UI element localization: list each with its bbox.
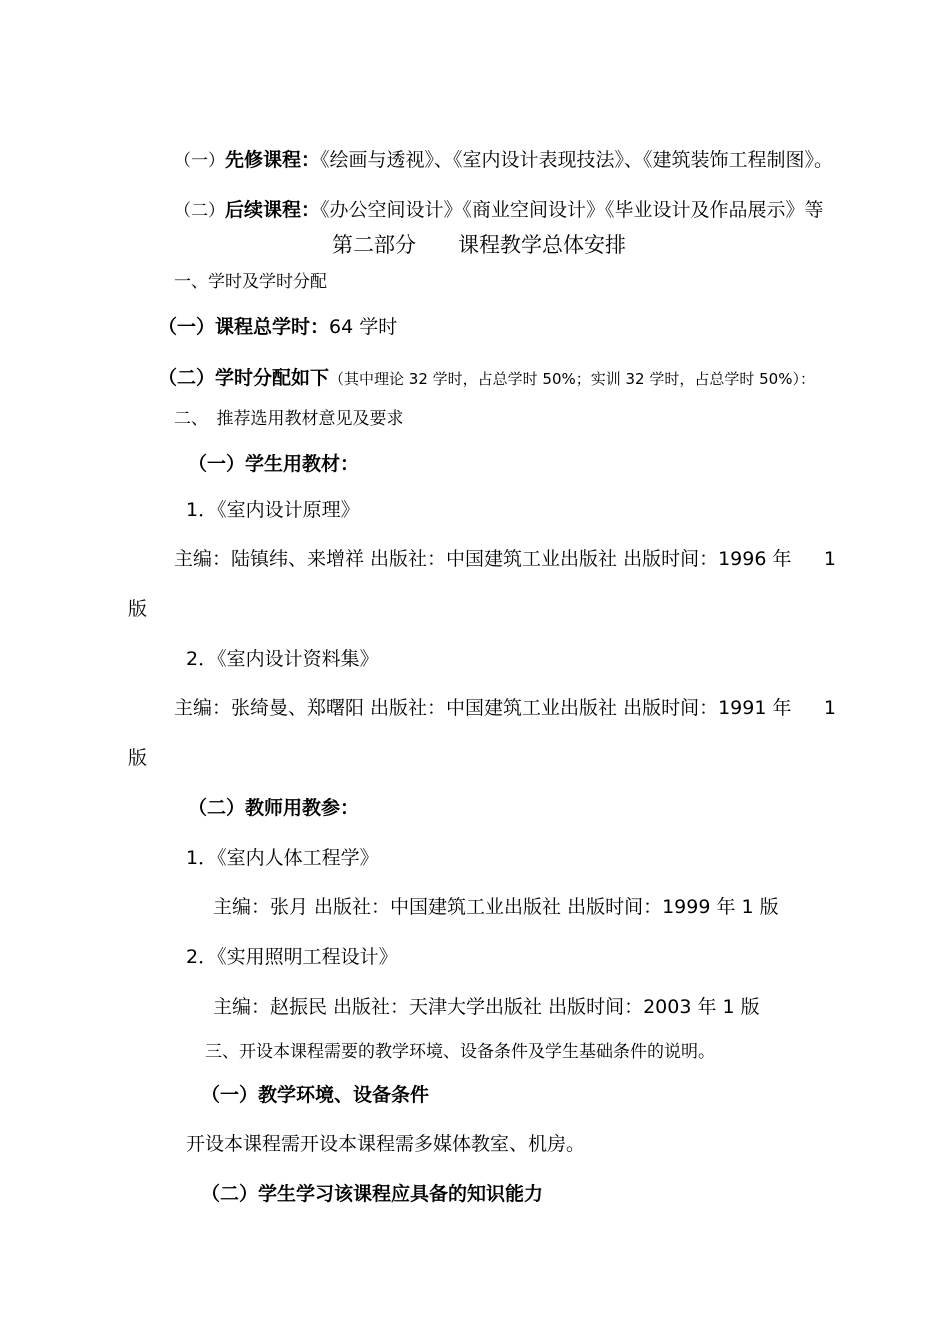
part-title: 第二部分 课程教学总体安排 <box>332 233 626 257</box>
book2-info <box>174 696 836 720</box>
knowledge-heading: （二）学生学习该课程应具备的知识能力 <box>201 1183 544 1205</box>
followup-line <box>174 198 824 223</box>
student-materials-heading: （一）学生用教材： <box>188 453 360 475</box>
prereq-line <box>174 148 833 173</box>
followup-marker: （二） <box>174 201 225 221</box>
environment-heading: （一）教学环境、设备条件 <box>201 1084 430 1106</box>
ref1-title: 1．《室内人体工程学》 <box>186 847 379 869</box>
ref2-info: 主编：赵振民 出版社：天津大学出版社 出版时间：2003 年 1 版 <box>213 996 760 1018</box>
environment-text: 开设本课程需开设本课程需多媒体教室、机房。 <box>186 1133 586 1155</box>
hours-distribution-line <box>158 366 815 391</box>
book1-info-main: 主编：陆镇纬、来增祥 出版社：中国建筑工业出版社 出版时间：1996 年 <box>174 548 792 570</box>
ref1-info: 主编：张月 出版社：中国建筑工业出版社 出版时间：1999 年 1 版 <box>213 896 779 918</box>
hours-distribution-label: （二）学时分配如下 <box>158 367 330 389</box>
ref2-title: 2．《实用照明工程设计》 <box>186 946 398 968</box>
teacher-materials-heading: （二）教师用教参： <box>188 797 360 819</box>
followup-label: 后续课程： <box>225 199 321 221</box>
book1-title: 1．《室内设计原理》 <box>186 499 360 521</box>
book2-info-main: 主编：张绮曼、郑曙阳 出版社：中国建筑工业出版社 出版时间：1991 年 <box>174 697 792 719</box>
total-hours-line <box>158 315 397 339</box>
section2-heading: 二、 推荐选用教材意见及要求 <box>174 409 404 429</box>
book2-info-edition: 1 <box>823 697 836 719</box>
prereq-text: 《绘画与透视》、《室内设计表现技法》、《建筑装饰工程制图》。 <box>320 149 834 171</box>
prereq-marker: （一） <box>174 151 225 171</box>
total-hours-value: 64 学时 <box>329 316 398 338</box>
book2-title: 2．《室内设计资料集》 <box>186 648 379 670</box>
section3-heading: 三、开设本课程需要的教学环境、设备条件及学生基础条件的说明。 <box>205 1042 715 1062</box>
followup-text: 《办公空间设计》《商业空间设计》《毕业设计及作品展示》等 <box>320 199 824 221</box>
total-hours-label: （一）课程总学时： <box>158 316 330 338</box>
book1-info-cont: 版 <box>128 598 148 620</box>
book2-info-cont: 版 <box>128 747 148 769</box>
section1-heading: 一、学时及学时分配 <box>174 272 327 292</box>
book1-info-edition: 1 <box>823 548 836 570</box>
prereq-label: 先修课程： <box>225 149 321 171</box>
hours-distribution-detail: （其中理论 32 学时，占总学时 50%；实训 32 学时，占总学时 50%）： <box>329 370 815 388</box>
book1-info <box>174 547 836 571</box>
